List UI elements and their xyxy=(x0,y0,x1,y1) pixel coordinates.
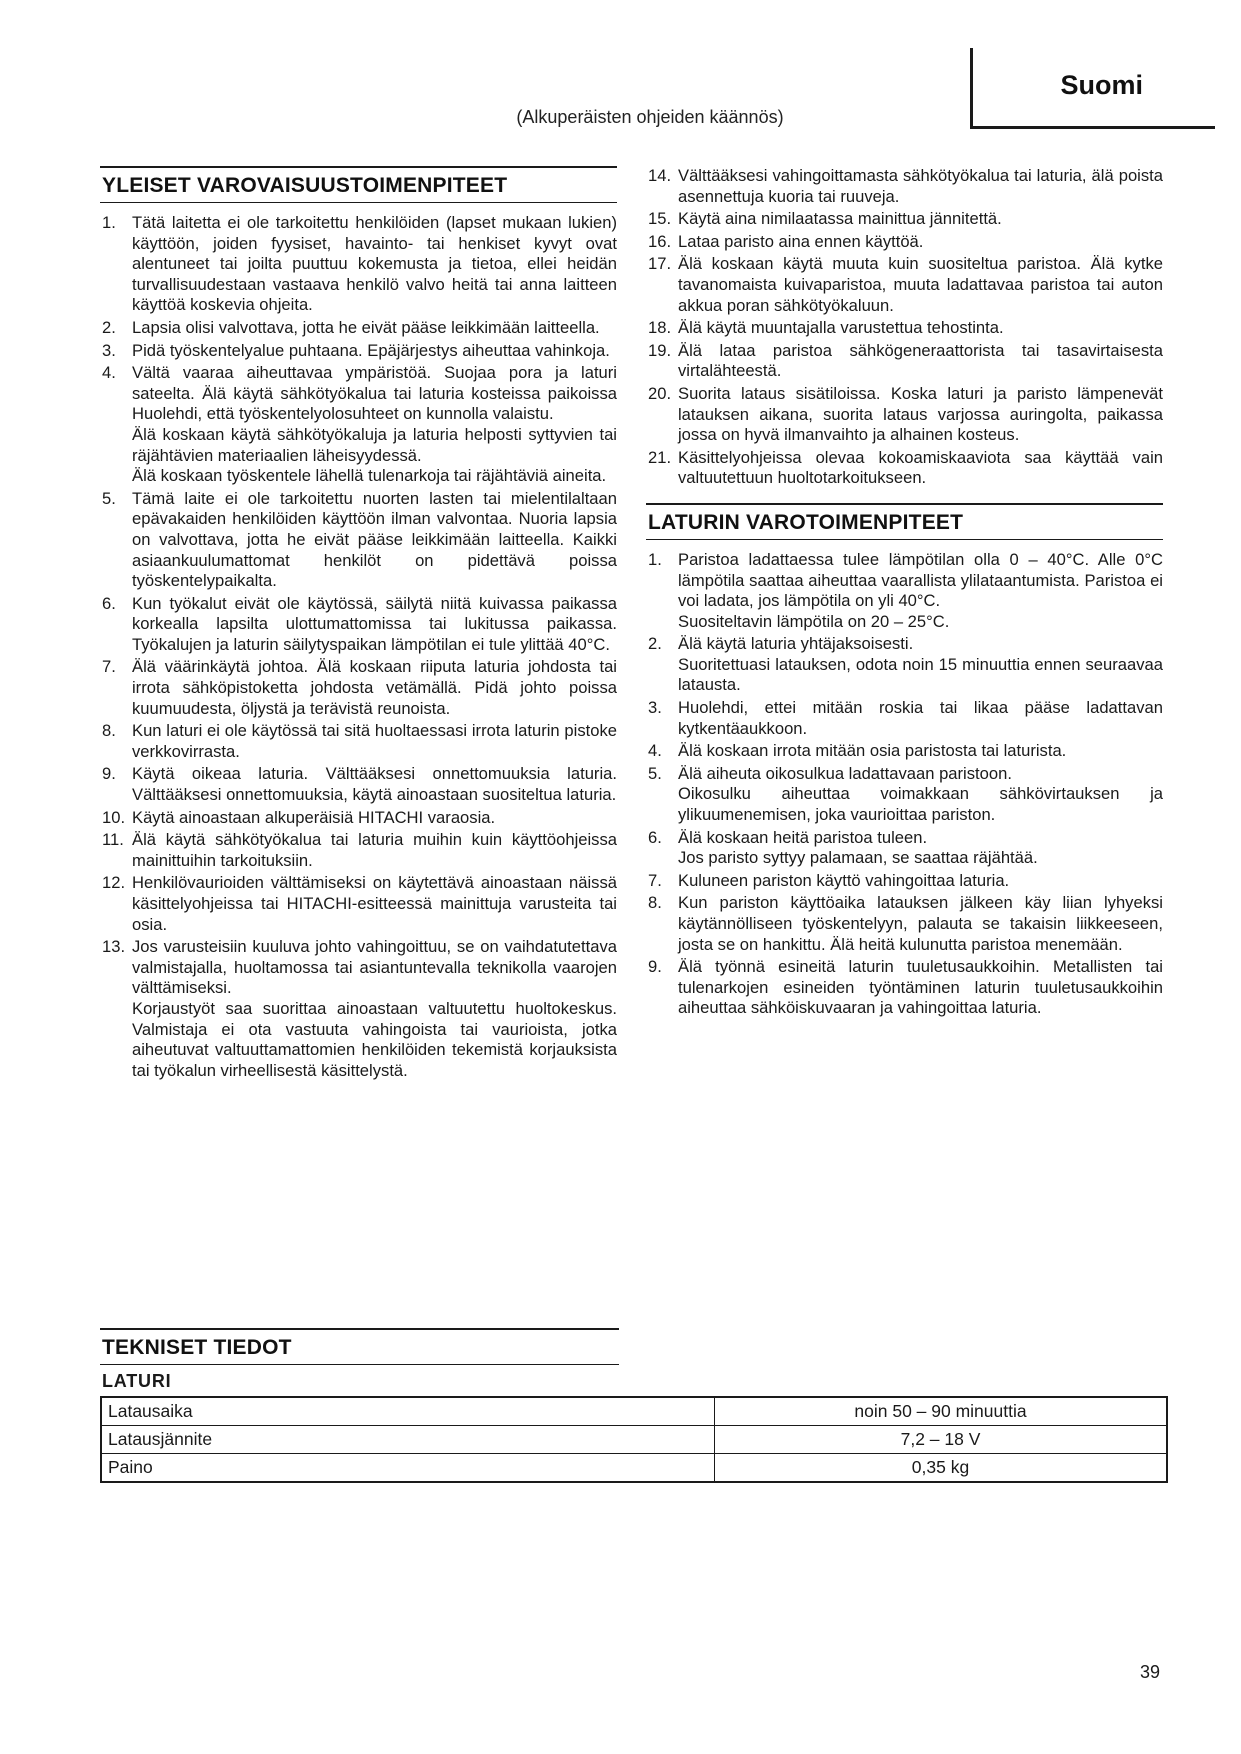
page-number: 39 xyxy=(1140,1662,1161,1682)
item-text: Kun työkalut eivät ole käytössä, säilytä niitä kuivassa paikassa korkealla lapsilta ulottumattomissa tai lukitussa paikassa. Työkalujen ja laturin säilytyspaikan lämpötilan ei tule ylittää 40°C. xyxy=(132,593,617,654)
list-item xyxy=(100,937,617,1081)
item-text: Lapsia olisi valvottava, jotta he eivät pääse leikkimään laitteella. xyxy=(132,317,600,337)
item-subtext: Älä koskaan työskentele lähellä tulenarkoja tai räjähtäviä aineita. xyxy=(132,466,607,486)
item-text: Käsittelyohjeissa olevaa kokoamiskaaviota saa käyttää vain valtuutettuun huoltotarkoitukseen. xyxy=(678,447,1163,488)
item-text: Älä väärinkäytä johtoa. Älä koskaan riiputa laturia johdosta tai irrota sähköpistoketta johdosta vetämällä. Pidä johto poissa kuumuudesta, öljystä ja terävistä reunoista. xyxy=(132,657,617,718)
item-number: 15. xyxy=(648,209,672,229)
item-text: Tämä laite ei ole tarkoitettu nuorten lasten tai mielentilaltaan epävakaiden henkilöiden käyttöön ilman valvontaa. Nuoria lapsia on valvottava, jotta he eivät pääse leikkimään laitteella. Kaikki asiaankuulumattomat henkilöt on pidettävä poissa työskentelypaikalta. xyxy=(132,488,617,591)
list-item xyxy=(646,741,1163,762)
item-number: 9. xyxy=(102,764,116,784)
item-subtext: Jos paristo syttyy palamaan, se saattaa räjähtää. xyxy=(678,848,1038,868)
item-text: Henkilövaurioiden välttämiseksi on käytettävä ainoastaan näissä käsittelyohjeissa tai HITACHI-esitteessä mainittuja varusteita tai osia. xyxy=(132,873,617,934)
item-number: 5. xyxy=(102,488,116,508)
item-subtext: Oikosulku aiheuttaa voimakkaan sähkövirtauksen ja ylikuumenemisen, joka vaurioittaa pariston. xyxy=(678,784,1163,825)
technical-data-title: TEKNISET TIEDOT xyxy=(100,1328,619,1365)
item-number: 3. xyxy=(648,698,662,718)
item-number: 13. xyxy=(102,937,126,957)
item-number: 4. xyxy=(102,363,116,383)
translation-note: (Alkuperäisten ohjeiden käännös) xyxy=(516,107,784,127)
charger-precautions-list xyxy=(646,550,1163,1019)
item-number: 8. xyxy=(102,721,116,741)
general-precautions-list xyxy=(100,213,617,1081)
item-text: Älä käytä laturia yhtäjaksoisesti. xyxy=(678,634,914,654)
item-number: 1. xyxy=(648,549,662,569)
list-item xyxy=(100,594,617,656)
list-item xyxy=(646,232,1163,253)
item-number: 12. xyxy=(102,873,126,893)
item-number: 2. xyxy=(648,634,662,654)
list-item xyxy=(100,873,617,935)
item-number: 19. xyxy=(648,340,672,360)
item-text: Käytä aina nimilaatassa mainittua jännitettä. xyxy=(678,209,1002,229)
list-item xyxy=(646,550,1163,632)
table-row xyxy=(101,1397,1167,1426)
technical-data-section xyxy=(100,1328,1170,1483)
list-item xyxy=(646,957,1163,1019)
item-number: 17. xyxy=(648,254,672,274)
list-item xyxy=(100,341,617,362)
spec-label: Paino xyxy=(101,1454,715,1483)
item-number: 9. xyxy=(648,957,662,977)
item-text: Älä käytä sähkötyökalua tai laturia muihin kuin käyttöohjeissa mainittuihin tarkoituksiin. xyxy=(132,830,617,870)
spec-value: noin 50 – 90 minuuttia xyxy=(715,1397,1168,1426)
item-text: Älä käytä muuntajalla varustettua tehostinta. xyxy=(678,318,1004,338)
item-number: 7. xyxy=(102,657,116,677)
charger-subtitle: LATURI xyxy=(102,1371,172,1391)
item-text: Älä lataa paristoa sähkögeneraattorista tai tasavirtaisesta virtalähteestä. xyxy=(678,340,1163,381)
item-text: Älä työnnä esineitä laturin tuuletusaukkoihin. Metallisten tai tulenarkojen esineiden työntäminen laturin tuuletusaukkoihin aiheuttaa sähköiskuvaaran ja vahingoittaa laturia. xyxy=(678,957,1163,1018)
list-item xyxy=(646,384,1163,446)
list-item xyxy=(100,764,617,805)
list-item xyxy=(100,808,617,829)
item-number: 5. xyxy=(648,763,662,783)
item-number: 14. xyxy=(648,166,672,185)
charger-precautions-title: LATURIN VAROTOIMENPITEET xyxy=(646,503,1163,540)
item-subtext: Älä koskaan käytä sähkötyökaluja ja laturia helposti syttyvien tai räjähtävien materiaalien läheisyydessä. xyxy=(132,424,617,465)
item-number: 10. xyxy=(102,807,126,827)
item-number: 4. xyxy=(648,741,662,761)
table-row xyxy=(101,1426,1167,1454)
item-text: Käytä oikeaa laturia. Välttääksesi onnettomuuksia laturia. Välttääksesi onnettomuuksia, käytä ainoastaan suositeltua laturia. xyxy=(132,764,617,805)
list-item xyxy=(646,871,1163,892)
item-text: Käytä ainoastaan alkuperäisiä HITACHI varaosia. xyxy=(132,807,496,827)
item-text: Älä koskaan käytä muuta kuin suositeltua paristoa. Älä kytke tavanomaista kuivaparistoa, muuta ladattavaa paristoa tai auton akkua poran sähkötyökaluun. xyxy=(678,254,1163,315)
spec-label: Latausaika xyxy=(101,1397,715,1426)
item-text: Kun laturi ei ole käytössä tai sitä huoltaessasi irrota laturin pistoke verkkovirrasta. xyxy=(132,721,617,761)
language-tab xyxy=(970,48,1215,129)
left-column xyxy=(100,166,617,1083)
item-number: 6. xyxy=(102,593,116,613)
spec-table xyxy=(100,1396,1168,1483)
item-text: Älä koskaan irrota mitään osia paristosta tai laturista. xyxy=(678,741,1067,761)
item-text: Suorita lataus sisätiloissa. Koska laturi ja paristo lämpenevät latauksen aikana, suorita lataus varjossa auringolta, paikassa jossa on hyvä ilmanvaihto ja alhainen kosteus. xyxy=(678,383,1163,445)
list-item xyxy=(646,166,1163,207)
list-item xyxy=(646,341,1163,382)
item-number: 7. xyxy=(648,870,662,890)
item-text: Kun pariston käyttöaika latauksen jälkeen käy liian lyhyeksi käytännölliseen työskentelyyn, palauta se takaisin liikkeeseen, josta se on hankittu. Älä heitä kulunutta paristoa menemään. xyxy=(678,893,1163,954)
item-subtext: Suoritettuasi latauksen, odota noin 15 minuuttia ennen seuraavaa latausta. xyxy=(678,654,1163,695)
list-item xyxy=(100,213,617,316)
list-item xyxy=(646,634,1163,696)
list-item xyxy=(646,254,1163,316)
item-number: 6. xyxy=(648,827,662,847)
item-number: 21. xyxy=(648,447,672,467)
item-number: 1. xyxy=(102,213,116,232)
item-number: 11. xyxy=(102,830,124,850)
item-text: Pidä työskentelyalue puhtaana. Epäjärjestys aiheuttaa vahinkoja. xyxy=(132,340,610,360)
right-column xyxy=(646,166,1163,1021)
item-text: Älä koskaan heitä paristoa tuleen. xyxy=(678,827,928,847)
list-item xyxy=(646,209,1163,230)
item-text: Lataa paristo aina ennen käyttöä. xyxy=(678,231,924,251)
table-row xyxy=(101,1454,1167,1483)
item-text: Huolehdi, ettei mitään roskia tai likaa pääse ladattavan kytkentäaukkoon. xyxy=(678,698,1163,738)
list-item xyxy=(646,448,1163,489)
list-item xyxy=(100,830,617,871)
item-text: Vältä vaaraa aiheuttavaa ympäristöä. Suojaa pora ja laturi sateelta. Älä käytä sähkötyökalua tai laturia kosteissa paikoissa Huolehdi, että työskentelyolosuhteet on kunnolla valaistu. xyxy=(132,363,617,424)
item-text: Välttääksesi vahingoittamasta sähkötyökalua tai laturia, älä poista asennettuja kuoria tai ruuveja. xyxy=(678,166,1163,206)
item-subtext: Korjaustyöt saa suorittaa ainoastaan valtuutettu huoltokeskus. Valmistaja ei ota vastuuta vahingoista tai vaurioista, jotka aiheutuvat valtuuttamattomien henkilöiden tekemistä korjauksista tai työkalun virheellisestä käsittelystä. xyxy=(132,998,617,1080)
item-subtext: Suositeltavin lämpötila on 20 – 25°C. xyxy=(678,611,950,631)
item-text: Tätä laitetta ei ole tarkoitettu henkilöiden (lapset mukaan lukien) käyttöön, joiden fyysiset, havainto- tai henkiset kyvyt ovat alentuneet tai joilta puuttuu kokemusta ja tietoa, ellei heidän turvallisuudestaan vastaava henkilö valvo heitä tai anna laitteen käyttöä koskevia ohjeita. xyxy=(132,213,617,315)
spec-value: 0,35 kg xyxy=(715,1454,1168,1483)
list-item xyxy=(646,828,1163,869)
item-number: 3. xyxy=(102,340,116,360)
list-item xyxy=(100,721,617,762)
list-item xyxy=(646,318,1163,339)
list-item xyxy=(646,764,1163,826)
item-text: Kuluneen pariston käyttö vahingoittaa laturia. xyxy=(678,870,1010,890)
list-item xyxy=(646,893,1163,955)
list-item xyxy=(100,363,617,487)
item-text: Paristoa ladattaessa tulee lämpötilan olla 0 – 40°C. Alle 0°C lämpötila saattaa aiheuttaa vaarallista ylilataantumista. Paristoa ei voi ladata, jos lämpötila on yli 40°C. xyxy=(678,549,1163,611)
list-item xyxy=(100,318,617,339)
item-number: 16. xyxy=(648,231,672,251)
spec-value: 7,2 – 18 V xyxy=(715,1426,1168,1454)
list-item xyxy=(100,489,617,592)
item-number: 8. xyxy=(648,893,662,913)
item-text: Jos varusteisiin kuuluva johto vahingoittuu, se on vaihdatutettava valmistajalla, huoltamossa tai asiantuntevalla teknikolla vaarojen välttämiseksi. xyxy=(132,937,617,998)
spec-label: Latausjännite xyxy=(101,1426,715,1454)
item-number: 20. xyxy=(648,383,672,403)
list-item xyxy=(100,657,617,719)
item-number: 18. xyxy=(648,318,672,338)
general-precautions-list-continued xyxy=(646,166,1163,489)
language-label: Suomi xyxy=(1060,70,1143,100)
list-item xyxy=(646,698,1163,739)
general-precautions-title: YLEISET VAROVAISUUSTOIMENPITEET xyxy=(100,166,617,203)
item-text: Älä aiheuta oikosulkua ladattavaan paristoon. xyxy=(678,763,1012,783)
item-number: 2. xyxy=(102,317,116,337)
